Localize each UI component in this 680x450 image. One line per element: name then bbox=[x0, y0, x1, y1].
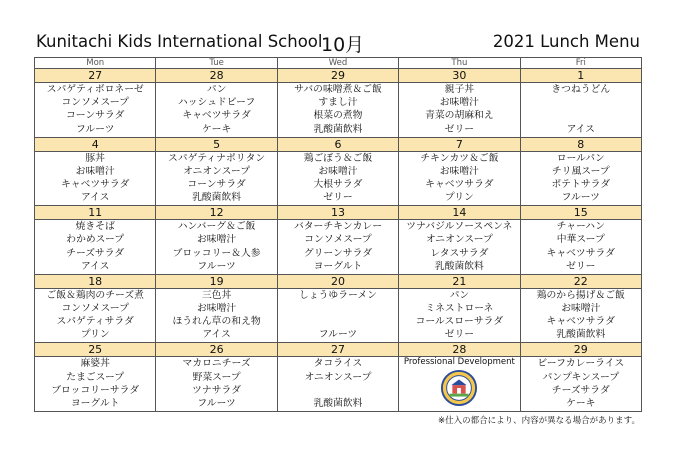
date-cell: 5 bbox=[156, 137, 277, 151]
menu-item: アイス bbox=[566, 123, 595, 135]
menu-item: サバの味噌煮＆ご飯 bbox=[294, 84, 382, 96]
menu-item: コーンサラダ bbox=[187, 179, 246, 191]
menu-item: フルーツ bbox=[197, 260, 236, 272]
menu-item: 乳酸菌飲料 bbox=[192, 192, 242, 204]
menu-item: バターチキンカレー bbox=[293, 221, 383, 233]
menu-cell bbox=[35, 83, 156, 137]
menu-item: 中華スープ bbox=[556, 234, 605, 246]
month-title: 10月 bbox=[321, 34, 365, 56]
menu-cell bbox=[277, 288, 398, 342]
menu-item: 乳酸菌飲料 bbox=[313, 397, 363, 409]
menu-item: きつねうどん bbox=[551, 84, 611, 96]
date-cell: 19 bbox=[156, 274, 277, 288]
menu-item: ブロッコリー＆人参 bbox=[172, 247, 261, 259]
date-cell: 14 bbox=[399, 206, 520, 220]
menu-item: 大根サラダ bbox=[313, 179, 363, 191]
menu-cell bbox=[399, 357, 520, 412]
date-cell: 11 bbox=[35, 206, 156, 220]
menu-item: スパゲティボロネーゼ bbox=[46, 84, 144, 96]
menu-item bbox=[278, 302, 398, 315]
menu-item: ビーフカレーライス bbox=[537, 358, 625, 370]
date-cell: 15 bbox=[520, 206, 641, 220]
menu-item: ミネストローネ bbox=[425, 303, 494, 315]
menu-item: スパゲティナポリタン bbox=[167, 152, 266, 164]
menu-cell bbox=[277, 83, 398, 137]
menu-item: お味噌汁 bbox=[196, 303, 237, 315]
menu-item: たまごスープ bbox=[66, 371, 125, 383]
date-cell: 21 bbox=[399, 274, 520, 288]
menu-item: チーズサラダ bbox=[551, 384, 610, 396]
menu-item: お味噌汁 bbox=[439, 165, 479, 177]
date-cell: 25 bbox=[35, 343, 156, 357]
menu-item: チリ風スープ bbox=[551, 165, 610, 177]
menu-item: チキンカツ＆ご飯 bbox=[420, 152, 499, 164]
menu-item: パンプキンスープ bbox=[542, 371, 620, 383]
date-cell: 30 bbox=[399, 69, 520, 83]
menu-item: タコライス bbox=[313, 358, 363, 370]
menu-cell bbox=[399, 220, 520, 274]
menu-item: 青菜の胡麻和え bbox=[425, 110, 494, 122]
page-header bbox=[0, 0, 680, 60]
menu-item: ゼリー bbox=[444, 123, 475, 135]
menu-item: ケーキ bbox=[201, 123, 232, 135]
menu-item: オニオンスープ bbox=[425, 234, 493, 246]
date-cell: 7 bbox=[399, 137, 520, 151]
date-row bbox=[35, 137, 642, 151]
menu-item: お味噌汁 bbox=[196, 234, 237, 246]
menu-item: オニオンスープ bbox=[304, 371, 372, 383]
date-row bbox=[35, 69, 642, 83]
menu-item bbox=[278, 384, 398, 397]
menu-item: お味噌汁 bbox=[561, 303, 601, 315]
date-cell: 28 bbox=[399, 343, 520, 357]
menu-cell bbox=[277, 151, 398, 205]
menu-item: 豚丼 bbox=[85, 152, 105, 164]
menu-cell bbox=[277, 220, 398, 274]
menu-item: しょうゆラーメン bbox=[299, 289, 377, 301]
menu-item: ほうれん草の和え物 bbox=[172, 316, 261, 328]
date-cell: 26 bbox=[156, 343, 277, 357]
school-logo-icon bbox=[399, 369, 519, 407]
menu-cell bbox=[156, 357, 277, 412]
date-row bbox=[35, 343, 642, 357]
menu-item: チャーハン bbox=[556, 221, 605, 233]
menu-item: 乳酸菌飲料 bbox=[313, 123, 363, 135]
menu-item: ハンバーグ＆ご飯 bbox=[177, 221, 256, 233]
menu-item: すまし汁 bbox=[318, 97, 358, 109]
menu-row bbox=[35, 288, 642, 342]
menu-item: グリーンサラダ bbox=[303, 247, 373, 259]
menu-row bbox=[35, 220, 642, 274]
menu-item: キャベツサラダ bbox=[546, 247, 616, 259]
menu-item: 鶏ごぼう＆ご飯 bbox=[303, 152, 373, 164]
weekday-tue: Tue bbox=[156, 58, 277, 69]
menu-item: ヨーグルト bbox=[70, 397, 120, 409]
menu-item: キャベツサラダ bbox=[546, 316, 616, 328]
menu-item: 根菜の煮物 bbox=[313, 110, 363, 122]
date-cell: 4 bbox=[35, 137, 156, 151]
menu-row bbox=[35, 357, 642, 412]
professional-development-label: Professional Development bbox=[403, 357, 515, 368]
menu-cell bbox=[156, 220, 277, 274]
menu-item: キャベツサラダ bbox=[60, 179, 130, 191]
menu-cell bbox=[520, 151, 641, 205]
date-cell: 12 bbox=[156, 206, 277, 220]
menu-title: 2021 Lunch Menu bbox=[492, 32, 640, 51]
menu-item: プリン bbox=[80, 329, 110, 341]
lunch-calendar bbox=[34, 57, 642, 412]
menu-item: コンソメスープ bbox=[61, 97, 129, 109]
weekday-wed: Wed bbox=[277, 58, 398, 69]
date-cell: 29 bbox=[520, 343, 641, 357]
menu-item: 鶏のから揚げ＆ご飯 bbox=[536, 289, 625, 301]
menu-item: コールスローサラダ bbox=[415, 316, 504, 328]
menu-item: 焼きそば bbox=[75, 221, 115, 233]
menu-item: フルーツ bbox=[561, 192, 600, 204]
menu-item: 三色丼 bbox=[201, 289, 232, 301]
menu-item: アイス bbox=[80, 260, 110, 272]
date-cell: 1 bbox=[520, 69, 641, 83]
date-cell: 22 bbox=[520, 274, 641, 288]
menu-item: オニオンスープ bbox=[183, 165, 251, 177]
menu-item: 乳酸菌飲料 bbox=[556, 329, 606, 341]
menu-item bbox=[278, 315, 398, 328]
menu-item: ゼリー bbox=[444, 329, 475, 341]
menu-cell bbox=[35, 357, 156, 412]
menu-cell bbox=[156, 151, 277, 205]
menu-item: アイス bbox=[202, 329, 231, 341]
menu-item: ハッシュドビーフ bbox=[177, 97, 256, 109]
menu-item: スパゲティサラダ bbox=[56, 316, 134, 328]
school-name: Kunitachi Kids International School bbox=[36, 32, 323, 51]
menu-item: ツナバジルソースペンネ bbox=[406, 221, 513, 233]
menu-item: アイス bbox=[80, 192, 110, 204]
menu-item: キャベツサラダ bbox=[425, 179, 494, 191]
menu-item: ツナサラダ bbox=[192, 384, 242, 396]
weekday-thu: Thu bbox=[399, 58, 520, 69]
date-cell: 28 bbox=[156, 69, 277, 83]
menu-item: チーズサラダ bbox=[66, 247, 125, 259]
footnote: ※仕入の都合により、内容が異なる場合があります。 bbox=[438, 416, 640, 426]
menu-item: 乳酸菌飲料 bbox=[434, 260, 484, 272]
date-cell: 27 bbox=[277, 343, 398, 357]
menu-item: ブロッコリーサラダ bbox=[51, 384, 140, 396]
menu-item: ゼリー bbox=[566, 260, 596, 272]
menu-item: お味噌汁 bbox=[439, 97, 479, 109]
menu-cell bbox=[277, 357, 398, 412]
date-cell: 13 bbox=[277, 206, 398, 220]
date-cell: 6 bbox=[277, 137, 398, 151]
menu-cell bbox=[35, 288, 156, 342]
menu-item: 親子丼 bbox=[444, 84, 475, 96]
menu-cell bbox=[520, 83, 641, 137]
menu-item: プリン bbox=[444, 192, 474, 204]
weekday-mon: Mon bbox=[35, 58, 156, 69]
menu-row bbox=[35, 83, 642, 137]
menu-item: ケーキ bbox=[566, 397, 596, 409]
menu-cell bbox=[520, 288, 641, 342]
menu-cell bbox=[399, 83, 520, 137]
menu-item: わかめスープ bbox=[66, 234, 125, 246]
menu-item: 野菜スープ bbox=[192, 371, 241, 383]
menu-item: コンソメスープ bbox=[61, 303, 129, 315]
menu-cell bbox=[156, 83, 277, 137]
menu-cell bbox=[399, 288, 520, 342]
menu-item: マカロニチーズ bbox=[182, 358, 251, 370]
menu-item: お味噌汁 bbox=[75, 165, 115, 177]
menu-item: パン bbox=[206, 84, 227, 96]
date-cell: 8 bbox=[520, 137, 641, 151]
menu-item: ご飯＆鶏肉のチーズ煮 bbox=[46, 289, 144, 301]
menu-cell bbox=[399, 151, 520, 205]
menu-item: コンソメスープ bbox=[304, 234, 372, 246]
menu-cell bbox=[156, 288, 277, 342]
menu-item: ヨーグルト bbox=[313, 260, 363, 272]
date-row bbox=[35, 274, 642, 288]
date-cell: 27 bbox=[35, 69, 156, 83]
menu-cell bbox=[35, 151, 156, 205]
menu-item: フルーツ bbox=[197, 397, 236, 409]
menu-item: ゼリー bbox=[323, 192, 353, 204]
menu-item bbox=[521, 96, 641, 109]
menu-row bbox=[35, 151, 642, 205]
menu-cell bbox=[35, 220, 156, 274]
menu-item: コーンサラダ bbox=[65, 110, 125, 122]
weekday-header-row bbox=[35, 58, 642, 69]
menu-item: フルーツ bbox=[318, 329, 358, 341]
menu-item: フルーツ bbox=[75, 123, 115, 135]
menu-cell bbox=[520, 220, 641, 274]
menu-item: キャベツサラダ bbox=[182, 110, 251, 122]
menu-item: パン bbox=[449, 289, 470, 301]
weekday-fri: Fri bbox=[520, 58, 641, 69]
menu-item: お味噌汁 bbox=[318, 165, 358, 177]
menu-item bbox=[521, 109, 641, 122]
menu-item: レタスサラダ bbox=[430, 247, 489, 259]
menu-cell bbox=[520, 357, 641, 412]
menu-item: ロールパン bbox=[556, 152, 605, 164]
date-row bbox=[35, 206, 642, 220]
date-cell: 20 bbox=[277, 274, 398, 288]
menu-item: 麻婆丼 bbox=[80, 358, 110, 370]
menu-item: ポテトサラダ bbox=[551, 179, 611, 191]
date-cell: 29 bbox=[277, 69, 398, 83]
date-cell: 18 bbox=[35, 274, 156, 288]
